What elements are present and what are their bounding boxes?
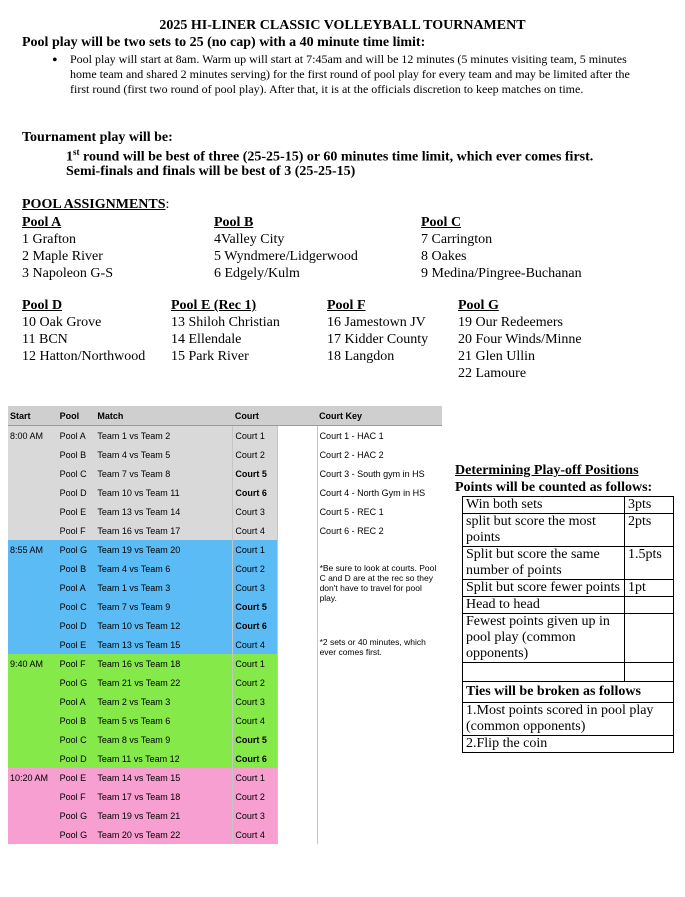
court-cell: Court 4 <box>233 825 278 844</box>
court-key-cell: Court 5 - REC 1 <box>317 502 442 521</box>
pool-play-heading: Pool play will be two sets to 25 (no cap) with a 40 minute time limit: <box>22 35 426 50</box>
pool-cell: Pool D <box>58 616 96 635</box>
header-pool: Pool <box>58 406 96 426</box>
schedule-row <box>8 768 442 787</box>
blank-cell <box>278 521 318 540</box>
blank-cell <box>278 749 318 768</box>
pool-cell: Pool E <box>58 768 96 787</box>
match-cell: Team 14 vs Team 15 <box>95 768 232 787</box>
blank-cell <box>278 540 318 559</box>
document-title: 2025 HI-LINER CLASSIC VOLLEYBALL TOURNAMENT <box>159 18 526 33</box>
schedule-row <box>8 483 442 502</box>
start-time <box>8 730 58 749</box>
bullet-icon: • <box>52 52 58 69</box>
start-time <box>8 787 58 806</box>
pool-cell: Pool G <box>58 806 96 825</box>
schedule-row <box>8 521 442 540</box>
pool-team: 19 Our Redeemers <box>458 315 563 330</box>
match-cell: Team 2 vs Team 3 <box>95 692 232 711</box>
start-time: 10:20 AM <box>8 768 58 787</box>
pool-team: 22 Lamoure <box>458 366 527 381</box>
match-cell: Team 20 vs Team 22 <box>95 825 232 844</box>
pool-d <box>22 297 145 365</box>
schedule-row <box>8 692 442 711</box>
pool-team: 3 Napoleon G-S <box>22 266 113 281</box>
blank-cell <box>278 445 318 464</box>
playoff-criterion: split but score the most points <box>463 514 625 547</box>
blank-cell <box>278 616 318 635</box>
tournament-line-1 <box>66 147 593 166</box>
schedule-row <box>8 426 442 446</box>
pool-b <box>214 214 358 282</box>
blank-cell <box>278 597 318 616</box>
pool-team: 8 Oakes <box>421 249 467 264</box>
start-time <box>8 806 58 825</box>
pool-team: 20 Four Winds/Minne <box>458 332 582 347</box>
playoff-row <box>463 580 674 597</box>
court-key-cell: Court 4 - North Gym in HS <box>317 483 442 502</box>
pool-team: 15 Park River <box>171 349 249 364</box>
playoff-criterion: Win both sets <box>463 497 625 514</box>
schedule-row <box>8 445 442 464</box>
match-cell: Team 10 vs Team 11 <box>95 483 232 502</box>
pool-name: Pool D <box>22 298 63 313</box>
playoff-points <box>625 597 674 614</box>
pool-team: 5 Wyndmere/Lidgerwood <box>214 249 358 264</box>
pool-team: 14 Ellendale <box>171 332 242 347</box>
pool-cell: Pool C <box>58 730 96 749</box>
pool-team: 6 Edgely/Kulm <box>214 266 300 281</box>
pool-team: 1 Grafton <box>22 232 77 247</box>
match-cell: Team 21 vs Team 22 <box>95 673 232 692</box>
schedule-row <box>8 787 442 806</box>
match-cell: Team 4 vs Team 6 <box>95 559 232 578</box>
start-time <box>8 483 58 502</box>
start-time <box>8 692 58 711</box>
court-cell: Court 1 <box>233 768 278 787</box>
blank-cell <box>278 825 318 844</box>
blank-cell <box>278 502 318 521</box>
playoff-criterion: Split but score fewer points <box>463 580 625 597</box>
start-time <box>8 521 58 540</box>
tie-breaker-row <box>463 703 674 736</box>
blank-cell <box>278 464 318 483</box>
pool-cell: Pool F <box>58 654 96 673</box>
pool-name: Pool C <box>421 215 462 230</box>
playoff-table <box>462 496 674 753</box>
court-cell: Court 3 <box>233 502 278 521</box>
schedule-row <box>8 806 442 825</box>
match-cell: Team 5 vs Team 6 <box>95 711 232 730</box>
pool-cell: Pool B <box>58 711 96 730</box>
schedule-row <box>8 711 442 730</box>
schedule-row <box>8 502 442 521</box>
court-key-cell <box>317 768 442 787</box>
playoff-criterion: Fewest points given up in pool play (common opponents) <box>463 614 625 663</box>
court-cell: Court 3 <box>233 806 278 825</box>
pool-c <box>421 214 582 282</box>
playoff-points: 2pts <box>625 514 674 547</box>
pool-team: 16 Jamestown JV <box>327 315 426 330</box>
pool-cell: Pool E <box>58 502 96 521</box>
start-time <box>8 635 58 654</box>
pool-cell: Pool G <box>58 540 96 559</box>
blank-cell <box>278 768 318 787</box>
blank-cell <box>278 483 318 502</box>
court-cell: Court 2 <box>233 445 278 464</box>
pool-g <box>458 297 582 382</box>
blank-cell <box>278 654 318 673</box>
blank-cell <box>278 787 318 806</box>
pool-f <box>327 297 428 365</box>
court-cell: Court 6 <box>233 483 278 502</box>
pool-cell: Pool F <box>58 787 96 806</box>
court-cell: Court 2 <box>233 673 278 692</box>
court-cell: Court 5 <box>233 730 278 749</box>
blank-cell <box>278 635 318 654</box>
court-key-cell: Court 3 - South gym in HS <box>317 464 442 483</box>
court-key-cell: Court 6 - REC 2 <box>317 521 442 540</box>
court-note: *Be sure to look at courts. Pool C and D are at the rec so they don't have to travel for pool play. <box>317 559 442 635</box>
start-time <box>8 597 58 616</box>
playoff-points: 3pts <box>625 497 674 514</box>
pool-a <box>22 214 113 282</box>
pool-cell: Pool D <box>58 749 96 768</box>
round-suffix: st <box>73 147 80 157</box>
blank-cell <box>278 711 318 730</box>
start-time <box>8 616 58 635</box>
court-key-cell <box>317 540 442 559</box>
pool-name: Pool F <box>327 298 366 313</box>
court-cell: Court 6 <box>233 616 278 635</box>
start-time: 8:55 AM <box>8 540 58 559</box>
header-start: Start <box>8 406 58 426</box>
blank-cell <box>278 692 318 711</box>
pool-team: 4Valley City <box>214 232 285 247</box>
court-cell: Court 3 <box>233 692 278 711</box>
tie-breaker: 2.Flip the coin <box>463 736 674 753</box>
pool-team: 2 Maple River <box>22 249 103 264</box>
match-cell: Team 16 vs Team 17 <box>95 521 232 540</box>
header-court-key: Court Key <box>317 406 442 426</box>
match-cell: Team 13 vs Team 15 <box>95 635 232 654</box>
court-cell: Court 2 <box>233 559 278 578</box>
pool-play-text: Pool play will start at 8am. Warm up will start at 7:45am and will be 12 minutes (5 minutes visiting team, 5 minutes home team and shared 2 minutes serving) for the first round of pool play for every team and may be limited after the first round (first two round of pool play). After that, it is at the officials discretion to keep matches on time. <box>70 52 630 96</box>
start-time <box>8 711 58 730</box>
match-cell: Team 16 vs Team 18 <box>95 654 232 673</box>
pool-team: 10 Oak Grove <box>22 315 102 330</box>
playoff-points: 1.5pts <box>625 547 674 580</box>
round-rule: round will be best of three (25-25-15) or 60 minutes time limit, which ever comes first. <box>79 149 594 165</box>
pool-team: 17 Kidder County <box>327 332 429 347</box>
pool-cell: Pool C <box>58 464 96 483</box>
header-blank <box>278 406 318 426</box>
start-time <box>8 559 58 578</box>
match-cell: Team 1 vs Team 3 <box>95 578 232 597</box>
pool-team: 13 Shiloh Christian <box>171 315 280 330</box>
blank-cell <box>278 673 318 692</box>
court-cell: Court 4 <box>233 711 278 730</box>
schedule-table <box>8 406 442 844</box>
tie-breaker: 1.Most points scored in pool play (common opponents) <box>463 703 674 736</box>
match-cell: Team 10 vs Team 12 <box>95 616 232 635</box>
pool-team: 18 Langdon <box>327 349 395 364</box>
tie-breaker-row <box>463 736 674 753</box>
pool-cell: Pool F <box>58 521 96 540</box>
playoff-row <box>463 547 674 580</box>
ties-heading: Ties will be broken as follows <box>463 682 674 703</box>
pool-cell: Pool G <box>58 825 96 844</box>
match-cell: Team 7 vs Team 8 <box>95 464 232 483</box>
start-time <box>8 825 58 844</box>
pool-team: 21 Glen Ullin <box>458 349 535 364</box>
court-cell: Court 4 <box>233 521 278 540</box>
pool-cell: Pool A <box>58 426 96 446</box>
time-note: *2 sets or 40 minutes, which ever comes first. <box>317 635 442 692</box>
start-time: 9:40 AM <box>8 654 58 673</box>
schedule-row <box>8 749 442 768</box>
pool-cell: Pool A <box>58 692 96 711</box>
pool-name: Pool E (Rec 1) <box>171 298 257 313</box>
blank-cell <box>278 730 318 749</box>
tournament-heading: Tournament play will be: <box>22 130 173 145</box>
playoff-criterion: Head to head <box>463 597 625 614</box>
pool-assignments-colon: : <box>165 197 170 212</box>
pool-cell: Pool B <box>58 559 96 578</box>
playoff-points <box>625 614 674 663</box>
pool-cell: Pool E <box>58 635 96 654</box>
match-cell: Team 17 vs Team 18 <box>95 787 232 806</box>
court-cell: Court 5 <box>233 597 278 616</box>
pool-assignments-heading <box>22 197 169 213</box>
blank-cell <box>278 426 318 446</box>
start-time <box>8 749 58 768</box>
court-cell: Court 2 <box>233 787 278 806</box>
court-cell: Court 1 <box>233 426 278 446</box>
blank-cell <box>278 806 318 825</box>
playoff-criterion: Split but score the same number of points <box>463 547 625 580</box>
court-key-cell <box>317 806 442 825</box>
schedule-row <box>8 559 442 578</box>
pool-cell: Pool G <box>58 673 96 692</box>
playoff-row <box>463 497 674 514</box>
match-cell: Team 11 vs Team 12 <box>95 749 232 768</box>
court-cell: Court 1 <box>233 654 278 673</box>
pool-assignments-label: POOL ASSIGNMENTS <box>22 197 166 212</box>
playoff-title: Determining Play-off Positions <box>455 463 639 478</box>
start-time <box>8 578 58 597</box>
pool-name: Pool G <box>458 298 499 313</box>
playoff-row <box>463 614 674 663</box>
pool-cell: Pool C <box>58 597 96 616</box>
match-cell: Team 13 vs Team 14 <box>95 502 232 521</box>
match-cell: Team 8 vs Team 9 <box>95 730 232 749</box>
pool-cell: Pool B <box>58 445 96 464</box>
pool-cell: Pool A <box>58 578 96 597</box>
pool-name: Pool A <box>22 215 62 230</box>
playoff-subtitle: Points will be counted as follows: <box>455 480 653 495</box>
pool-name: Pool B <box>214 215 254 230</box>
playoff-criterion <box>463 663 625 682</box>
match-cell: Team 1 vs Team 2 <box>95 426 232 446</box>
court-cell: Court 3 <box>233 578 278 597</box>
court-key-cell <box>317 787 442 806</box>
ties-heading-row <box>463 682 674 703</box>
schedule-row <box>8 825 442 844</box>
match-cell: Team 19 vs Team 20 <box>95 540 232 559</box>
court-key-cell <box>317 711 442 730</box>
tournament-line-2: Semi-finals and finals will be best of 3 (25-25-15) <box>66 164 356 179</box>
start-time <box>8 445 58 464</box>
court-cell: Court 4 <box>233 635 278 654</box>
playoff-points: 1pt <box>625 580 674 597</box>
court-key-cell: Court 2 - HAC 2 <box>317 445 442 464</box>
match-cell: Team 19 vs Team 21 <box>95 806 232 825</box>
court-key-cell <box>317 730 442 749</box>
start-time <box>8 502 58 521</box>
pool-team: 9 Medina/Pingree-Buchanan <box>421 266 582 281</box>
court-cell: Court 5 <box>233 464 278 483</box>
blank-cell <box>278 559 318 578</box>
court-key-cell <box>317 749 442 768</box>
schedule-row <box>8 730 442 749</box>
start-time: 8:00 AM <box>8 426 58 446</box>
header-court: Court <box>233 406 278 426</box>
schedule-row <box>8 540 442 559</box>
playoff-points <box>625 663 674 682</box>
pool-cell: Pool D <box>58 483 96 502</box>
header-match: Match <box>95 406 232 426</box>
court-key-cell <box>317 692 442 711</box>
blank-cell <box>278 578 318 597</box>
playoff-row <box>463 663 674 682</box>
schedule-header-row <box>8 406 442 426</box>
round-number: 1 <box>66 149 73 165</box>
court-key-cell <box>317 825 442 844</box>
pool-team: 7 Carrington <box>421 232 493 247</box>
schedule-row <box>8 635 442 654</box>
schedule-row <box>8 464 442 483</box>
playoff-row <box>463 597 674 614</box>
pool-team: 12 Hatton/Northwood <box>22 349 146 364</box>
playoff-row <box>463 514 674 547</box>
pool-team: 11 BCN <box>22 332 68 347</box>
start-time <box>8 464 58 483</box>
match-cell: Team 7 vs Team 9 <box>95 597 232 616</box>
match-cell: Team 4 vs Team 5 <box>95 445 232 464</box>
court-cell: Court 6 <box>233 749 278 768</box>
start-time <box>8 673 58 692</box>
court-key-cell: Court 1 - HAC 1 <box>317 426 442 446</box>
pool-e <box>171 297 280 365</box>
court-cell: Court 1 <box>233 540 278 559</box>
